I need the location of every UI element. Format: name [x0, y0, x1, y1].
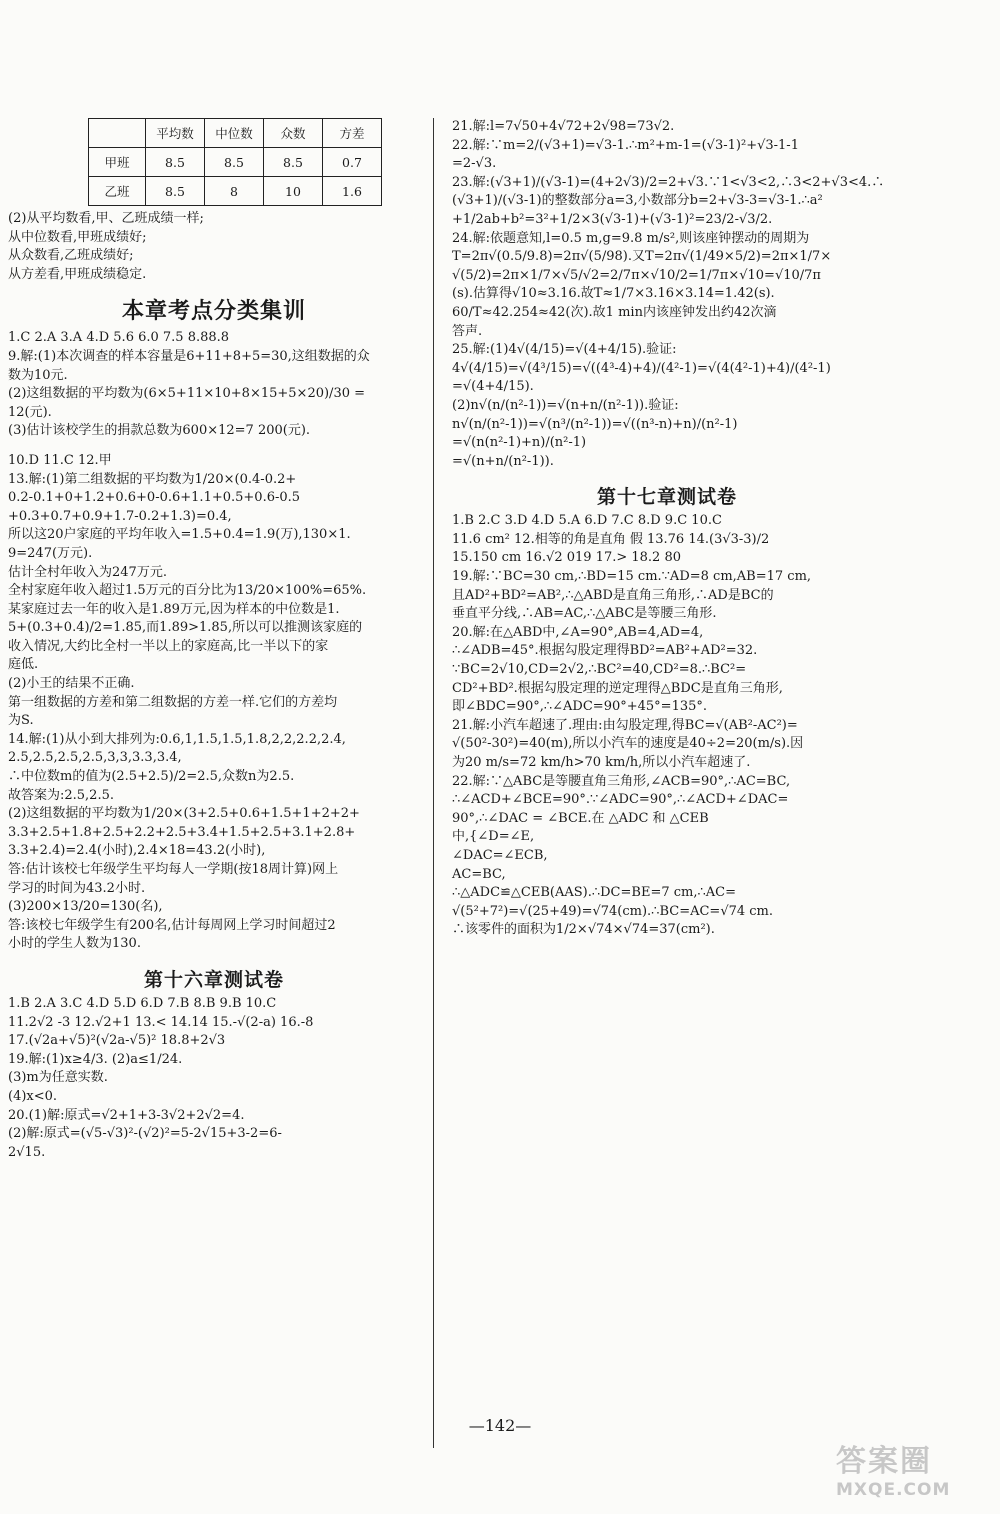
text-line: 60/T≈42.254≈42(次).故1 min内该座钟发出约42次滴 — [452, 304, 777, 320]
text-line: 4√(4/15)=√(4³/15)=√((4³-4)+4)/(4²-1)=√(4(4²-1)+4)/(4²-1) — [452, 360, 831, 376]
text-line: =√(n(n²-1)+n)/(n²-1) — [452, 435, 587, 451]
column-divider — [433, 118, 434, 1448]
watermark-site: MXQE.COM — [836, 1480, 951, 1500]
table-header-cell — [89, 119, 146, 148]
text-line: 12(元). — [8, 404, 52, 420]
table-cell: 8.5 — [146, 148, 205, 177]
text-line: 22.解:∵m=2/(√3+1)=√3-1.∴m²+m-1=(√3-1)²+√3-1-1 — [452, 137, 799, 153]
page-number: —142— — [468, 1416, 532, 1435]
text-line: 15.150 cm 16.√2 019 17.> 18.2 80 — [452, 550, 681, 566]
text-line: ∴∠ADB=45°.根据勾股定理得BD²=AB²+AD²=32. — [452, 643, 758, 659]
text-line: (2)n√(n/(n²-1))=√(n+n/(n²-1)).验证: — [452, 397, 679, 413]
table-row — [89, 148, 382, 177]
table-cell: 乙班 — [89, 177, 146, 206]
text-line: ∴∠ACD+∠BCE=90°.∵∠ADC=90°,∴∠ACD+∠DAC= — [452, 792, 789, 808]
text-line: 全村家庭年收入超过1.5万元的百分比为13/20×100%=65%. — [8, 583, 367, 599]
text-line: 第一组数据的方差和第二组数据的方差一样.它们的方差均 — [8, 694, 338, 710]
text-line: 25.解:(1)4√(4/15)=√(4+4/15).验证: — [452, 342, 677, 358]
table-cell: 8.5 — [205, 148, 264, 177]
text-line: ∴该零件的面积为1/2×√74×√74=37(cm²). — [452, 922, 715, 938]
text-line: 垂直平分线,∴AB=AC,∴△ABC是等腰三角形. — [452, 606, 717, 622]
text-line: 9.解:(1)本次调查的样本容量是6+11+8+5=30,这组数据的众 — [8, 348, 370, 364]
text-line: 3.3+2.5+1.8+2.5+2.2+2.5+3.4+1.5+2.5+3.1+2.8+ — [8, 824, 356, 840]
score-table — [88, 118, 382, 206]
text-line: T=2π√(0.5/9.8)=2π√(5/98).又T=2π√(1/49×5/2)=2π×1/7× — [452, 249, 832, 265]
text-line: =√(4+4/15). — [452, 379, 534, 395]
text-line: 24.解:依题意知,l=0.5 m,g=9.8 m/s²,则该座钟摆动的周期为 — [452, 230, 810, 246]
text-line: 9=247(万元). — [8, 545, 93, 561]
table-cell: 1.6 — [323, 177, 382, 206]
watermark-logo — [836, 1444, 986, 1502]
text-line: (2)解:原式=(√5-√3)²-(√2)²=5-2√15+3-2=6- — [8, 1126, 282, 1142]
text-line: (2)从平均数看,甲、乙班成绩一样; — [8, 211, 204, 226]
text-line: 答:估计该校七年级学生平均每人一学期(按18周计算)网上 — [8, 862, 339, 877]
text-line: =2-√3. — [452, 156, 497, 172]
text-line: 20.(1)解:原式=√2+1+3-3√2+2√2=4. — [8, 1107, 245, 1123]
text-line: 21.解:l=7√50+4√72+2√98=73√2. — [452, 119, 675, 134]
text-line: 某家庭过去一年的收入是1.89万元,因为样本的中位数是1. — [8, 601, 340, 617]
text-line: (2)小王的结果不正确. — [8, 676, 135, 692]
text-line: 为20 m/s=72 km/h>70 km/h,所以小汽车超速了. — [452, 755, 751, 770]
table-header-cell: 方差 — [323, 119, 382, 148]
text-line: 19.解:∵BC=30 cm,∴BD=15 cm.∵AD=8 cm,AB=17 cm, — [452, 569, 812, 585]
table-cell: 8.5 — [264, 148, 323, 177]
text-line: 为S. — [8, 713, 34, 729]
table-cell: 甲班 — [89, 148, 146, 177]
text-line: 21.解:小汽车超速了.理由:由勾股定理,得BC=√(AB²-AC²)= — [452, 717, 798, 733]
watermark-text: 答案圈 — [836, 1444, 932, 1479]
text-line: 答声. — [452, 323, 483, 339]
table-cell: 0.7 — [323, 148, 382, 177]
text-line: 故答案为:2.5,2.5. — [8, 787, 114, 803]
text-line: 17.(√2a+√5)²(√2a-√5)² 18.8+2√3 — [8, 1033, 226, 1049]
table-cell: 8 — [205, 177, 264, 206]
text-line: +1/2ab+b²=3²+1/2×3(√3-1)+(√3-1)²=23/2-√3/2. — [452, 211, 773, 227]
block-gap — [8, 284, 420, 295]
text-line: (3)200×13/20=130(名), — [8, 899, 163, 915]
right-column — [452, 118, 885, 951]
table-header-row — [89, 119, 382, 148]
left-column — [8, 118, 420, 1173]
text-line: (2)这组数据的平均数为(6×5+11×10+8×15+5×20)/30 = — [8, 386, 366, 402]
text-line: 11.2√2 -3 12.√2+1 13.< 14.14 15.-√(2-a) 16.-8 — [8, 1014, 314, 1030]
text-line: (√3+1)/(√3-1)的整数部分a=3,小数部分b=2+√3-3=√3-1.∴a² — [452, 193, 823, 209]
text-line: 收入情况,大约比全村一半以上的家庭高,比一半以下的家 — [8, 638, 329, 654]
text-line: 5+(0.3+0.4)/2=1.85,而1.89>1.85,所以可以推测该家庭的 — [8, 620, 363, 636]
table-cell: 8.5 — [146, 177, 205, 206]
text-line: 20.解:在△ABD中,∠A=90°,AB=4,AD=4, — [452, 624, 704, 640]
text-line: √(5²+7²)=√(25+49)=√74(cm).∴BC=AC=√74 cm. — [452, 903, 774, 919]
text-line: 庭低. — [8, 657, 39, 673]
block-gap — [8, 441, 420, 452]
text-line: ∠DAC=∠ECB, — [452, 847, 548, 863]
block-gap — [8, 1162, 420, 1173]
section-heading: 第十七章测试卷 — [596, 486, 737, 509]
text-line: 小时的学生人数为130. — [8, 936, 141, 952]
section-heading: 第十六章测试卷 — [143, 968, 284, 991]
text-line: 学习的时间为43.2小时. — [8, 880, 146, 896]
right-content — [452, 118, 885, 951]
block-gap — [452, 471, 882, 482]
text-line: 10.D 11.C 12.甲 — [8, 452, 112, 468]
text-line: 22.解:∵△ABC是等腰直角三角形,∠ACB=90°,∴AC=BC, — [452, 773, 791, 789]
text-line: 2√15. — [8, 1144, 46, 1160]
table-header-cell: 众数 — [264, 119, 323, 148]
text-line: 1.B 2.C 3.D 4.D 5.A 6.D 7.C 8.D 9.C 10.C — [452, 513, 722, 529]
left-content — [8, 210, 420, 1173]
text-line: (4)x<0. — [8, 1088, 58, 1104]
text-line: 0.2-0.1+0+1.2+0.6+0-0.6+1.1+0.5+0.6-0.5 — [8, 490, 301, 506]
text-line: √(5/2)=2π×1/7×√5/√2=2/7π×√10/2=1/7π×√10=√10/7π — [452, 267, 821, 283]
text-line: 从中位数看,甲班成绩好; — [8, 229, 147, 245]
text-line: 估计全村年收入为247万元. — [8, 564, 167, 580]
text-line: 23.解:(√3+1)/(√3-1)=(4+2√3)/2=2+√3.∵1<√3<2,∴3<2+√3<4.∴ — [452, 174, 885, 190]
text-line: 数为10元. — [8, 367, 68, 383]
text-line: 中,{∠D=∠E, — [452, 829, 535, 845]
text-line: 14.解:(1)从小到大排列为:0.6,1,1.5,1.5,1.8,2,2,2.2,2.4, — [8, 731, 346, 747]
text-line: 1.C 2.A 3.A 4.D 5.6 6.0 7.5 8.88.8 — [8, 330, 230, 346]
text-line: 即∠BDC=90°,∴∠ADC=90°+45°=135°. — [452, 699, 708, 715]
text-line: 且AD²+BD²=AB²,∴△ABD是直角三角形,∴AD是BC的 — [452, 587, 774, 603]
table-header-cell: 平均数 — [146, 119, 205, 148]
text-line: 2.5,2.5,2.5,2.5,3,3,3.3,3.4, — [8, 750, 182, 766]
text-line: +0.3+0.7+0.9+1.7-0.2+1.3)=0.4, — [8, 508, 232, 524]
text-line: 答:该校七年级学生有200名,估计每周网上学习时间超过2 — [8, 917, 336, 933]
text-line: ∴△ADC≌△CEB(AAS).∴DC=BE=7 cm,∴AC= — [452, 885, 736, 901]
text-line: (2)这组数据的平均数为1/20×(3+2.5+0.6+1.5+1+2+2+ — [8, 806, 360, 822]
text-line: =√(n+n/(n²-1)). — [452, 453, 554, 469]
text-line: n√(n/(n²-1))=√(n³/(n²-1))=√((n³-n)+n)/(n²-1) — [452, 416, 738, 432]
text-line: 1.B 2.A 3.C 4.D 5.D 6.D 7.B 8.B 9.B 10.C — [8, 995, 277, 1011]
text-line: 19.解:(1)x≥4/3. (2)a≤1/24. — [8, 1051, 183, 1067]
text-line: 从方差看,甲班成绩稳定. — [8, 266, 147, 282]
text-line: ∵BC=2√10,CD=2√2,∴BC²=40,CD²=8.∴BC²= — [452, 662, 747, 678]
text-line: 90°,∴∠DAC = ∠BCE.在 △ADC 和 △CEB — [452, 810, 709, 826]
table-cell: 10 — [264, 177, 323, 206]
text-line: √(50²-30²)=40(m),所以小汽车的速度是40÷2=20(m/s).因 — [452, 736, 804, 752]
table-row — [89, 177, 382, 206]
text-line: ∴中位数m的值为(2.5+2.5)/2=2.5,众数n为2.5. — [8, 769, 295, 785]
section-heading: 本章考点分类集训 — [121, 299, 306, 325]
text-line: 3.3+2.4)=2.4(小时),2.4×18=43.2(小时), — [8, 843, 266, 859]
text-line: 所以这20户家庭的平均年收入=1.5+0.4=1.9(万),130×1. — [8, 527, 351, 543]
text-line: (s).估算得√10≈3.16.故T≈1/7×3.16×3.14=1.42(s). — [452, 286, 775, 302]
text-line: AC=BC, — [452, 866, 506, 882]
text-line: (3)m为任意实数. — [8, 1070, 108, 1086]
text-line: 13.解:(1)第二组数据的平均数为1/20×(0.4-0.2+ — [8, 471, 297, 487]
text-line: 从众数看,乙班成绩好; — [8, 248, 134, 264]
text-line: CD²+BD².根据勾股定理的逆定理得△BDC是直角三角形, — [452, 680, 783, 696]
table-header-cell: 中位数 — [205, 119, 264, 148]
text-line: 11.6 cm² 12.相等的角是直角 假 13.76 14.(3√3-3)/2 — [452, 531, 770, 547]
block-gap — [452, 940, 882, 951]
text-line: (3)估计该校学生的捐款总数为600×12=7 200(元). — [8, 423, 311, 439]
block-gap — [8, 954, 420, 965]
